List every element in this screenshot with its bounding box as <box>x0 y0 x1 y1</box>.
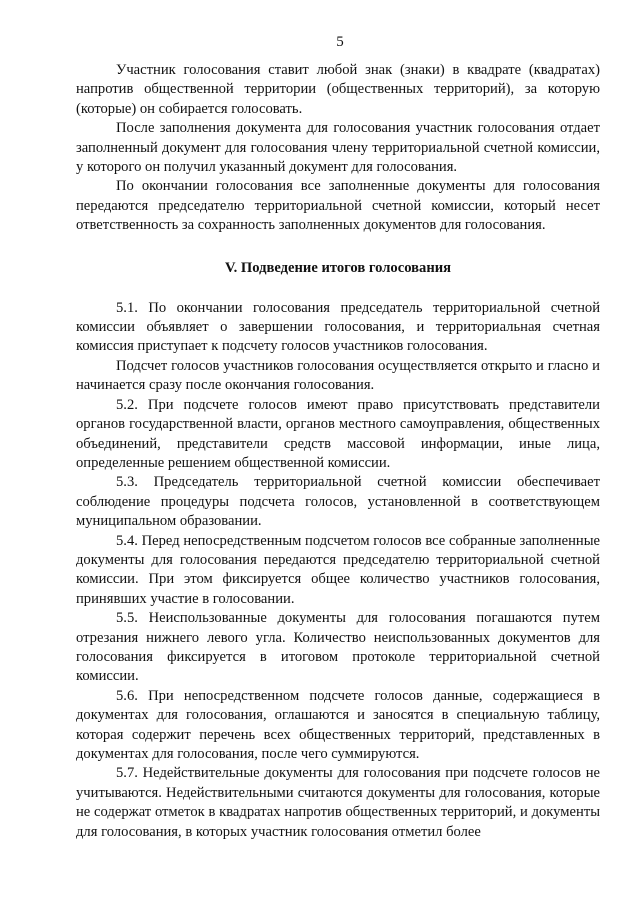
paragraph-5-3: 5.3. Председатель территориальной счетной комиссии обеспечивает соблюдение процедуры подсчета голосов, установленной в соответствующем муниципальном образовании. <box>76 474 600 530</box>
paragraph-5-2: 5.2. При подсчете голосов имеют право присутствовать представители органов государственной власти, органов местного самоуправления, общественных объединений, представители средств массовой информации, иные лица, определенные решением общественной комиссии. <box>76 396 600 471</box>
page-number: 5 <box>336 34 344 50</box>
paragraph-5-6: 5.6. При непосредственном подсчете голосов данные, содержащиеся в документах для голосования, оглашаются и заносятся в специальную таблицу, которая содержит перечень всех общественных территорий, представленных в документах для голосования, после чего суммируются. <box>76 687 600 762</box>
paragraph-voting-mark: Участник голосования ставит любой знак (знаки) в квадрате (квадратах) напротив общественной территории (общественных территорий), за которую (которые) он собирается голосовать. <box>76 62 600 117</box>
paragraph-5-1: 5.1. По окончании голосования председатель территориальной счетной комиссии объявляет о завершении голосования, и территориальная счетная комиссия приступает к подсчету голосов участников голосования. <box>76 299 600 355</box>
paragraph-transfer-documents: По окончании голосования все заполненные документы для голосования передаются председателю территориальной счетной комиссии, который несет ответственность за сохранность заполненных документов для голосования. <box>76 178 600 234</box>
section-heading: V. Подведение итогов голосования <box>224 259 452 276</box>
paragraph-5-7: 5.7. Недействительные документы для голосования при подсчете голосов не учитываются. Недействительными считаются документы для голосования, которые не содержат отметок в квадратах напротив общественных территорий, и документы для голосования, в которых участник голосования отметил более <box>76 765 600 840</box>
paragraph-counting-open: Подсчет голосов участников голосования осуществляется открыто и гласно и начинается сразу после окончания голосования. <box>76 357 600 394</box>
paragraph-5-4: 5.4. Перед непосредственным подсчетом голосов все собранные заполненные документы для голосования передаются председателю территориальной счетной комиссии. При этом фиксируется общее количество участников голосования, принявших участие в голосовании. <box>76 532 600 607</box>
paragraph-5-5: 5.5. Неиспользованные документы для голосования погашаются путем отрезания нижнего левого угла. Количество неиспользованных документов для голосования фиксируется в итоговом протоколе территориальной счетной комиссии. <box>76 610 600 685</box>
paragraph-submit-document: После заполнения документа для голосования участник голосования отдает заполненный документ для голосования члену территориальной счетной комиссии, у которого он получил указанный документ для голосования. <box>76 120 600 176</box>
